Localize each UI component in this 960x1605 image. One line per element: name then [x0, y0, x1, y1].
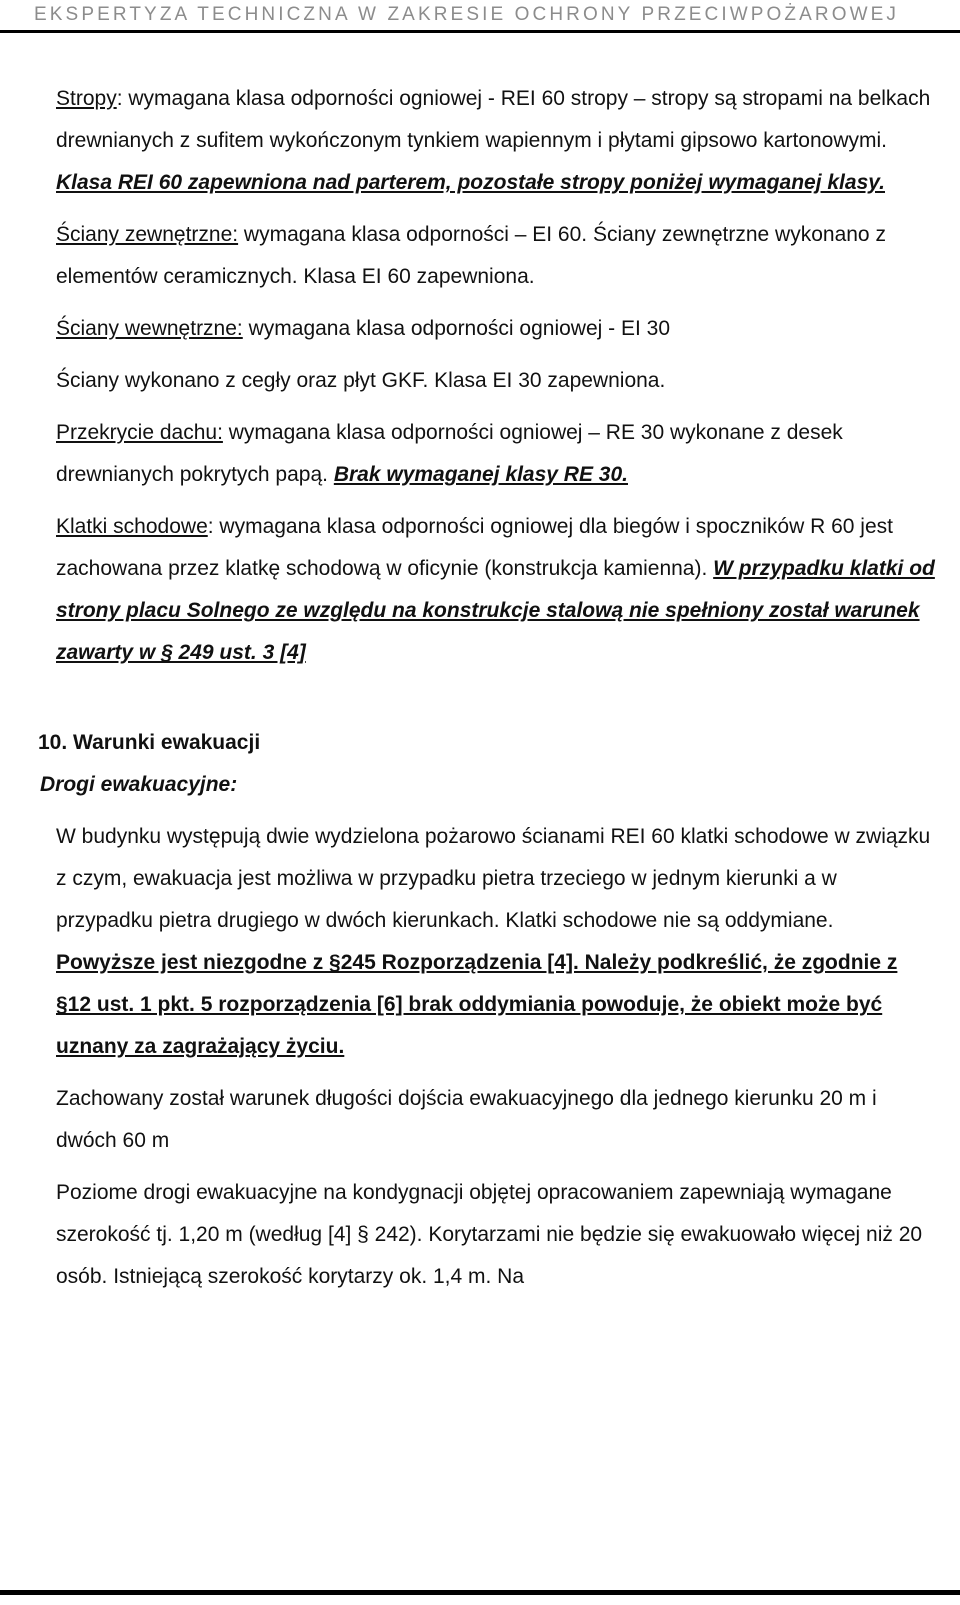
text-sciany-wewnetrzne: wymagana klasa odporności ogniowej - EI 30	[242, 317, 671, 340]
footer-divider	[0, 1590, 960, 1595]
section-subtitle: Drogi ewakuacyjne:	[40, 773, 238, 796]
paragraph-sciany-zewnetrzne	[56, 214, 936, 298]
text-sciany-zewnetrzne: wymagana klasa odporności – EI 60. Ściany zewnętrzne wykonano z elementów ceramicznych. Klasa EI 60 zapewniona.	[56, 223, 886, 288]
paragraph-poziome-drogi: Poziome drogi ewakuacyjne na kondygnacji objętej opracowaniem zapewniają wymagane szerokość tj. 1,20 m (według [4] § 242). Korytarzami nie będzie się ewakuowało więcej niż 20 osób. Istniejącą szerokość korytarzy ok. 1,4 m. Na	[56, 1181, 923, 1288]
text-klatki-schodowe: : wymagana klasa odporności ogniowej dla biegów i spoczników R 60 jest zachowana przez klatkę schodową w oficynie (konstrukcja kamienna).	[56, 515, 893, 580]
paragraph-sciany-wewnetrzne	[56, 308, 936, 350]
label-stropy: Stropy	[56, 87, 117, 110]
label-przekrycie-dachu: Przekrycie dachu:	[56, 421, 223, 444]
header-divider	[0, 30, 960, 33]
paragraph-dlugosc-dojscia: Zachowany został warunek długości dojścia ewakuacyjnego dla jednego kierunku 20 m i dwóch 60 m	[56, 1087, 877, 1152]
emphasis-klatki-schodowe: W przypadku klatki od strony placu Solnego ze względu na konstrukcje stalową nie spełniony został warunek zawarty w § 249 ust. 3 [4]	[56, 557, 935, 664]
text-ewakuacja: W budynku występują dwie wydzielona pożarowo ścianami REI 60 klatki schodowe w związku z czym, ewakuacja jest możliwa w przypadku pietra trzeciego w jednym kierunki a w przypadku pietra drugiego w dwóch kierunkach. Klatki schodowe nie są oddymiane.	[56, 825, 931, 932]
paragraph-ewakuacja	[56, 816, 936, 1068]
document-header: EKSPERTYZA TECHNICZNA W ZAKRESIE OCHRONY PRZECIWPOŻAROWEJ	[34, 4, 900, 25]
emphasis-przekrycie-dachu: Brak wymaganej klasy RE 30.	[333, 463, 628, 486]
text-przekrycie-dachu: wymagana klasa odporności ogniowej – RE 30 wykonane z desek drewnianych pokrytych papą.	[56, 421, 843, 486]
emphasis-stropy: Klasa REI 60 zapewniona nad parterem, pozostałe stropy poniżej wymaganej klasy.	[56, 171, 885, 194]
paragraph-klatki-schodowe	[56, 506, 936, 674]
section-title: 10. Warunki ewakuacji	[38, 731, 261, 754]
text-stropy: : wymagana klasa odporności ogniowej - REI 60 stropy – stropy są stropami na belkach drewnianych z sufitem wykończonym tynkiem wapiennym i płytami gipsowo kartonowymi.	[56, 87, 931, 152]
paragraph-stropy	[56, 78, 936, 204]
document-body	[38, 78, 936, 1298]
paragraph-sciany-wykonano: Ściany wykonano z cegły oraz płyt GKF. Klasa EI 30 zapewniona.	[56, 369, 666, 392]
label-sciany-wewnetrzne: Ściany wewnętrzne:	[56, 317, 243, 340]
paragraph-przekrycie-dachu	[56, 412, 936, 496]
label-sciany-zewnetrzne: Ściany zewnętrzne:	[56, 223, 239, 246]
label-klatki-schodowe: Klatki schodowe	[56, 515, 208, 538]
emphasis-ewakuacja: Powyższe jest niezgodne z §245 Rozporządzenia [4]. Należy podkreślić, że zgodnie z §12 ust. 1 pkt. 5 rozporządzenia [6] brak oddymiania powoduje, że obiekt może być uznany za zagrażający życiu.	[56, 951, 898, 1058]
